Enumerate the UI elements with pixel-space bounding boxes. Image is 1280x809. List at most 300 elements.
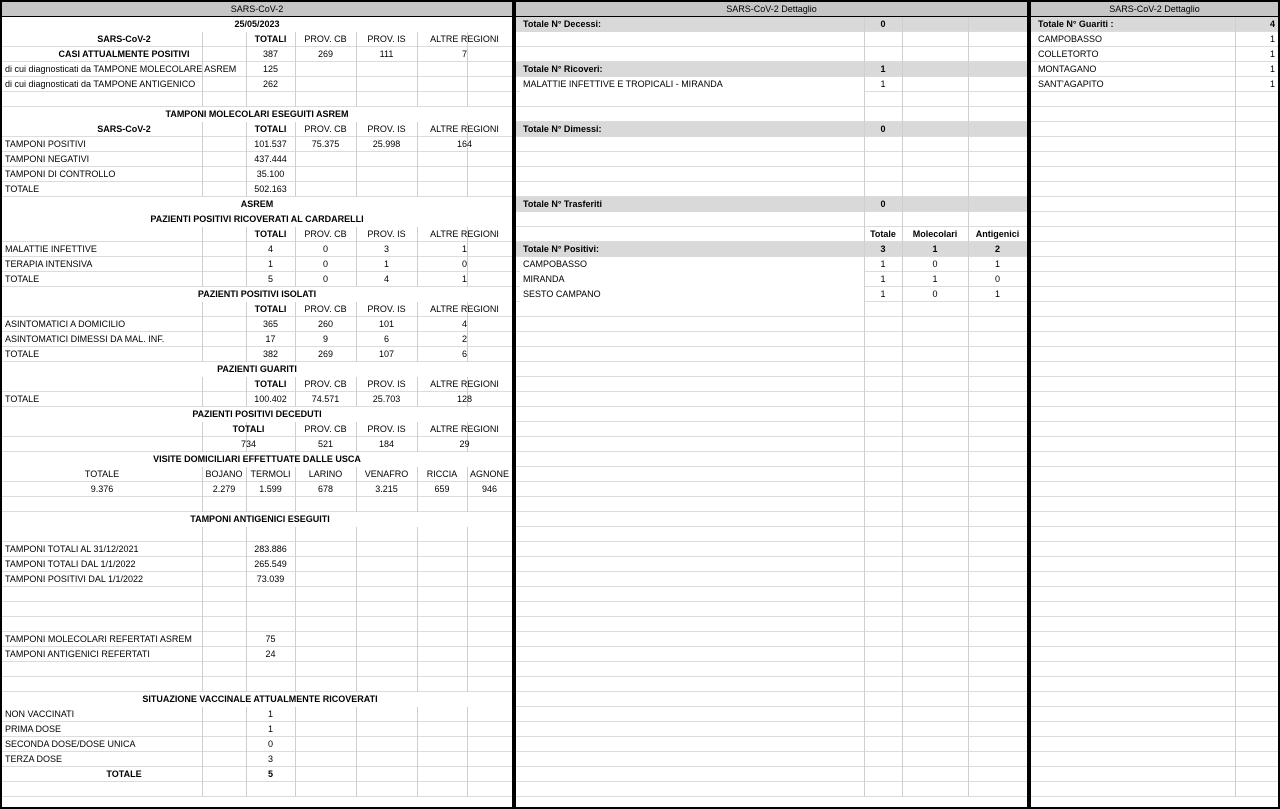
sheet-cell: 1 <box>1269 34 1275 44</box>
column-divider <box>902 557 903 572</box>
sheet-cell: CASI ATTUALMENTE POSITIVI <box>58 49 190 59</box>
sheet-cell: MALATTIE INFETTIVE E TROPICALI - MIRANDA <box>520 77 864 92</box>
column-divider <box>356 542 357 557</box>
column-divider <box>417 587 418 602</box>
column-divider <box>1235 467 1236 482</box>
column-divider <box>202 92 203 107</box>
sheet-row <box>516 737 1027 752</box>
sheet-cell: 2 <box>994 244 1000 254</box>
column-divider <box>968 422 969 437</box>
sheet-cell: 1 <box>383 259 389 269</box>
column-divider <box>1235 602 1236 617</box>
column-divider <box>902 737 903 752</box>
sheet-row <box>516 467 1027 482</box>
column-divider <box>295 77 296 92</box>
column-divider <box>968 47 969 62</box>
sheet-cell: 1 <box>1269 49 1275 59</box>
sheet-cell: ALTRE REGIONI <box>430 34 499 44</box>
column-divider <box>968 647 969 662</box>
column-divider <box>968 497 969 512</box>
sheet-cell: 0 <box>880 19 886 29</box>
column-divider <box>864 407 865 422</box>
sheet-row <box>516 107 1027 122</box>
column-divider <box>968 437 969 452</box>
sheet-row <box>2 77 512 92</box>
column-divider <box>902 212 903 227</box>
sheet-row <box>2 767 512 782</box>
sheet-cell: TAMPONI POSITIVI DAL 1/1/2022 <box>5 574 144 584</box>
sheet-row <box>2 647 512 662</box>
sheet-cell: 1 <box>880 64 886 74</box>
sheet-cell: TAMPONI ANTIGENICI ESEGUITI <box>2 512 514 527</box>
sheet-cell: Totale N° Guariti : <box>1038 19 1114 29</box>
sheet-row <box>516 692 1027 707</box>
sheet-cell: NON VACCINATI <box>5 709 75 719</box>
column-divider <box>417 707 418 722</box>
sheet-cell: 387 <box>262 49 279 59</box>
column-divider <box>202 782 203 797</box>
column-divider <box>417 497 418 512</box>
column-divider <box>864 752 865 767</box>
column-divider <box>864 482 865 497</box>
sheet-cell: TAMPONI TOTALI DAL 1/1/2022 <box>5 559 136 569</box>
sheet-cell: ASREM <box>2 197 512 212</box>
column-divider <box>1235 452 1236 467</box>
sheet-cell: 269 <box>317 49 334 59</box>
column-divider <box>467 602 468 617</box>
column-divider <box>968 137 969 152</box>
column-divider <box>417 92 418 107</box>
sheet-row <box>1031 317 1278 332</box>
sheet-cell: 4 <box>1269 19 1275 29</box>
sheet-row <box>516 677 1027 692</box>
sheet-row <box>1031 197 1278 212</box>
column-divider <box>902 602 903 617</box>
column-divider <box>246 92 247 107</box>
sheet-cell: Totale <box>870 229 896 239</box>
column-divider <box>356 782 357 797</box>
column-divider <box>295 617 296 632</box>
sheet-cell: 4 <box>383 274 389 284</box>
column-divider <box>295 647 296 662</box>
column-divider <box>417 737 418 752</box>
column-divider <box>1235 272 1236 287</box>
column-divider <box>202 527 203 542</box>
column-divider <box>968 212 969 227</box>
column-divider <box>864 152 865 167</box>
column-divider <box>417 557 418 572</box>
sheet-row <box>516 62 1027 77</box>
column-divider <box>902 152 903 167</box>
sheet-row <box>1031 497 1278 512</box>
sheet-cell: 25.703 <box>372 394 401 404</box>
column-divider <box>968 677 969 692</box>
column-divider <box>417 152 418 167</box>
sheet-cell: 128 <box>456 394 473 404</box>
sheet-row <box>1031 137 1278 152</box>
column-divider <box>968 182 969 197</box>
sheet-cell: 29 <box>459 439 470 449</box>
sheet-row <box>2 602 512 617</box>
sheet-row <box>1031 662 1278 677</box>
column-divider <box>902 407 903 422</box>
sheet-cell: PAZIENTI POSITIVI RICOVERATI AL CARDARELLI <box>2 212 512 227</box>
sheet-row <box>1031 407 1278 422</box>
column-divider <box>902 92 903 107</box>
column-divider <box>902 572 903 587</box>
sheet-row <box>516 122 1027 137</box>
column-divider <box>1235 497 1236 512</box>
column-divider <box>902 497 903 512</box>
column-divider <box>356 602 357 617</box>
sheet-row <box>1031 557 1278 572</box>
column-divider <box>902 677 903 692</box>
sheet-cell: 3 <box>267 754 273 764</box>
sheet-row <box>1031 722 1278 737</box>
column-divider <box>902 347 903 362</box>
column-divider <box>902 662 903 677</box>
column-divider <box>902 632 903 647</box>
column-divider <box>968 152 969 167</box>
column-divider <box>968 377 969 392</box>
column-divider <box>968 107 969 122</box>
sheet-row <box>2 707 512 722</box>
sheet-row <box>516 347 1027 362</box>
sheet-cell: 4 <box>267 244 273 254</box>
sheet-row <box>516 452 1027 467</box>
sheet-row <box>1031 602 1278 617</box>
column-divider <box>467 617 468 632</box>
sheet-cell: PROV. CB <box>304 229 347 239</box>
sheet-row <box>516 77 1027 92</box>
sheet-row <box>1031 392 1278 407</box>
sheet-cell: PROV. IS <box>367 229 406 239</box>
sheet-cell: PROV. IS <box>367 424 406 434</box>
column-divider <box>356 677 357 692</box>
sheet-cell: PRIMA DOSE <box>5 724 62 734</box>
sheet-cell: 1 <box>880 289 886 299</box>
sheet-cell: 1 <box>880 259 886 269</box>
column-divider <box>1235 722 1236 737</box>
column-divider <box>356 587 357 602</box>
sheet-row <box>2 452 512 467</box>
column-divider <box>356 497 357 512</box>
panel-dettaglio-guariti <box>1029 0 1280 809</box>
column-divider <box>295 752 296 767</box>
sheet-row <box>516 422 1027 437</box>
sheet-cell: 184 <box>378 439 395 449</box>
column-divider <box>864 422 865 437</box>
column-divider <box>902 107 903 122</box>
sheet-cell: 5 <box>267 274 273 284</box>
column-divider <box>417 527 418 542</box>
sheet-row <box>2 47 512 62</box>
column-divider <box>1235 392 1236 407</box>
column-divider <box>902 752 903 767</box>
column-divider <box>467 557 468 572</box>
sheet-row <box>1031 737 1278 752</box>
sheet-row <box>516 497 1027 512</box>
sheet-cell: 260 <box>317 319 334 329</box>
column-divider <box>1235 317 1236 332</box>
column-divider <box>202 617 203 632</box>
column-divider <box>1235 707 1236 722</box>
sheet-row <box>2 542 512 557</box>
sheet-row <box>2 287 512 302</box>
sheet-cell: 164 <box>456 139 473 149</box>
column-divider <box>1235 512 1236 527</box>
sheet-cell: 5 <box>267 769 273 779</box>
sheet-row <box>1031 32 1278 47</box>
column-divider <box>356 632 357 647</box>
column-divider <box>467 752 468 767</box>
sheet-row <box>2 737 512 752</box>
sheet-row <box>1031 182 1278 197</box>
sheet-cell: PROV. CB <box>304 379 347 389</box>
column-divider <box>1235 137 1236 152</box>
column-divider <box>356 647 357 662</box>
column-divider <box>1235 332 1236 347</box>
column-divider <box>356 92 357 107</box>
column-divider <box>467 722 468 737</box>
column-divider <box>356 62 357 77</box>
sheet-cell: TOTALI <box>254 34 287 44</box>
sheet-row <box>2 302 512 317</box>
column-divider <box>968 167 969 182</box>
sheet-cell: 101 <box>378 319 395 329</box>
sheet-row <box>2 32 512 47</box>
sheet-cell: 521 <box>317 439 334 449</box>
column-divider <box>864 452 865 467</box>
column-divider <box>1235 422 1236 437</box>
column-divider <box>1235 437 1236 452</box>
sheet-cell: MALATTIE INFETTIVE <box>5 244 97 254</box>
sheet-cell: 7 <box>461 49 467 59</box>
column-divider <box>902 62 903 77</box>
column-divider <box>864 47 865 62</box>
column-divider <box>864 167 865 182</box>
column-divider <box>968 692 969 707</box>
sheet-row <box>2 377 512 392</box>
column-divider <box>295 602 296 617</box>
sheet-row <box>1031 437 1278 452</box>
sheet-cell: 2.279 <box>212 484 236 494</box>
column-divider <box>467 542 468 557</box>
sheet-cell: 9 <box>322 334 328 344</box>
sheet-cell: 3 <box>383 244 389 254</box>
sheet-cell: Totale N° Trasferiti <box>520 197 864 212</box>
column-divider <box>864 527 865 542</box>
column-divider <box>968 62 969 77</box>
column-divider <box>902 587 903 602</box>
column-divider <box>467 527 468 542</box>
column-divider <box>467 782 468 797</box>
column-divider <box>295 92 296 107</box>
column-divider <box>864 587 865 602</box>
column-divider <box>902 452 903 467</box>
sheet-row <box>2 362 512 377</box>
sheet-cell: 1 <box>994 289 1000 299</box>
column-divider <box>1235 152 1236 167</box>
column-divider <box>356 722 357 737</box>
sheet-cell: PAZIENTI GUARITI <box>2 362 512 377</box>
sheet-cell: PROV. CB <box>304 124 347 134</box>
column-divider <box>417 677 418 692</box>
sheet-row <box>516 212 1027 227</box>
sheet-row <box>1031 92 1278 107</box>
column-divider <box>202 587 203 602</box>
column-divider <box>864 677 865 692</box>
sheet-row <box>1031 257 1278 272</box>
column-divider <box>864 302 865 317</box>
sheet-row <box>1031 692 1278 707</box>
column-divider <box>246 587 247 602</box>
column-divider <box>417 767 418 782</box>
sheet-cell: 269 <box>317 349 334 359</box>
sheet-cell: 734 <box>240 439 257 449</box>
sheet-cell: 1 <box>880 79 886 89</box>
column-divider <box>246 602 247 617</box>
sheet-cell: TOTALE <box>106 769 142 779</box>
sheet-cell: 107 <box>378 349 395 359</box>
sheet-row <box>516 557 1027 572</box>
column-divider <box>417 167 418 182</box>
sheet-row <box>516 92 1027 107</box>
column-divider <box>356 767 357 782</box>
column-divider <box>864 392 865 407</box>
column-divider <box>295 737 296 752</box>
sheet-row <box>1031 47 1278 62</box>
sheet-cell: 0 <box>322 274 328 284</box>
column-divider <box>356 182 357 197</box>
column-divider <box>417 62 418 77</box>
column-divider <box>295 62 296 77</box>
sheet-cell: VISITE DOMICILIARI EFFETTUATE DALLE USCA <box>2 452 512 467</box>
sheet-row <box>516 152 1027 167</box>
column-divider <box>1235 617 1236 632</box>
column-divider <box>202 602 203 617</box>
column-divider <box>968 782 969 797</box>
sheet-row <box>516 527 1027 542</box>
sheet-cell: 1 <box>932 244 938 254</box>
sheet-row <box>2 422 512 437</box>
sheet-cell: COLLETORTO <box>1038 49 1099 59</box>
column-divider <box>295 497 296 512</box>
sheet-cell: 6 <box>383 334 389 344</box>
sheet-row <box>2 227 512 242</box>
sheet-cell: TAMPONI NEGATIVI <box>5 154 90 164</box>
column-divider <box>295 557 296 572</box>
column-divider <box>968 512 969 527</box>
sheet-cell: 24 <box>265 649 276 659</box>
sheet-cell: 111 <box>379 49 394 59</box>
column-divider <box>417 617 418 632</box>
column-divider <box>902 122 903 137</box>
column-divider <box>246 617 247 632</box>
column-divider <box>902 437 903 452</box>
sheet-cell: TOTALI <box>254 124 287 134</box>
column-divider <box>1235 242 1236 257</box>
column-divider <box>902 707 903 722</box>
sheet-row <box>516 752 1027 767</box>
sheet-row <box>516 722 1027 737</box>
sheet-cell: TERZA DOSE <box>5 754 63 764</box>
column-divider <box>864 512 865 527</box>
sheet-cell: 101.537 <box>254 139 287 149</box>
column-divider <box>356 617 357 632</box>
column-divider <box>246 782 247 797</box>
sheet-cell: TOTALI <box>254 379 287 389</box>
column-divider <box>1235 662 1236 677</box>
sheet-cell: 73.039 <box>256 574 285 584</box>
sheet-cell: PROV. CB <box>304 304 347 314</box>
sheet-cell: CAMPOBASSO <box>1038 34 1103 44</box>
column-divider <box>864 767 865 782</box>
column-divider <box>902 317 903 332</box>
column-divider <box>968 17 969 32</box>
sheet-cell: TOTALE <box>5 184 40 194</box>
sheet-cell: TERAPIA INTENSIVA <box>5 259 93 269</box>
sheet-cell: TOTALE <box>5 394 40 404</box>
column-divider <box>295 677 296 692</box>
sheet-row <box>516 137 1027 152</box>
sheet-cell: 382 <box>262 349 279 359</box>
column-divider <box>968 617 969 632</box>
column-divider <box>467 572 468 587</box>
column-divider <box>467 767 468 782</box>
sheet-cell: 25.998 <box>372 139 401 149</box>
sheet-body <box>2 17 512 797</box>
sheet-row <box>1031 377 1278 392</box>
sheet-cell: TAMPONI ANTIGENICI REFERTATI <box>5 649 150 659</box>
column-divider <box>356 737 357 752</box>
sheet-row <box>1031 62 1278 77</box>
column-divider <box>467 662 468 677</box>
sheet-row <box>2 152 512 167</box>
column-divider <box>356 77 357 92</box>
column-divider <box>902 47 903 62</box>
column-divider <box>968 32 969 47</box>
sheet-row <box>2 617 512 632</box>
sheet-row <box>516 647 1027 662</box>
column-divider <box>467 737 468 752</box>
sheet-row <box>516 377 1027 392</box>
column-divider <box>968 362 969 377</box>
sheet-row <box>1031 122 1278 137</box>
sheet-row <box>2 482 512 497</box>
sheet-cell: 265.549 <box>254 559 287 569</box>
column-divider <box>295 167 296 182</box>
sheet-row <box>516 392 1027 407</box>
panel-header: SARS-CoV-2 Dettaglio <box>1031 2 1278 17</box>
sheet-row <box>2 92 512 107</box>
sheet-cell: AGNONE <box>470 469 510 479</box>
sheet-cell: 0 <box>322 244 328 254</box>
column-divider <box>1235 182 1236 197</box>
column-divider <box>356 752 357 767</box>
sheet-cell: TAMPONI DI CONTROLLO <box>5 169 116 179</box>
column-divider <box>467 92 468 107</box>
column-divider <box>864 497 865 512</box>
sheet-cell: TOTALI <box>254 229 287 239</box>
panel-header: SARS-CoV-2 Dettaglio <box>516 2 1027 17</box>
column-divider <box>902 422 903 437</box>
sheet-row <box>516 182 1027 197</box>
column-divider <box>968 542 969 557</box>
column-divider <box>202 662 203 677</box>
column-divider <box>968 482 969 497</box>
column-divider <box>295 767 296 782</box>
